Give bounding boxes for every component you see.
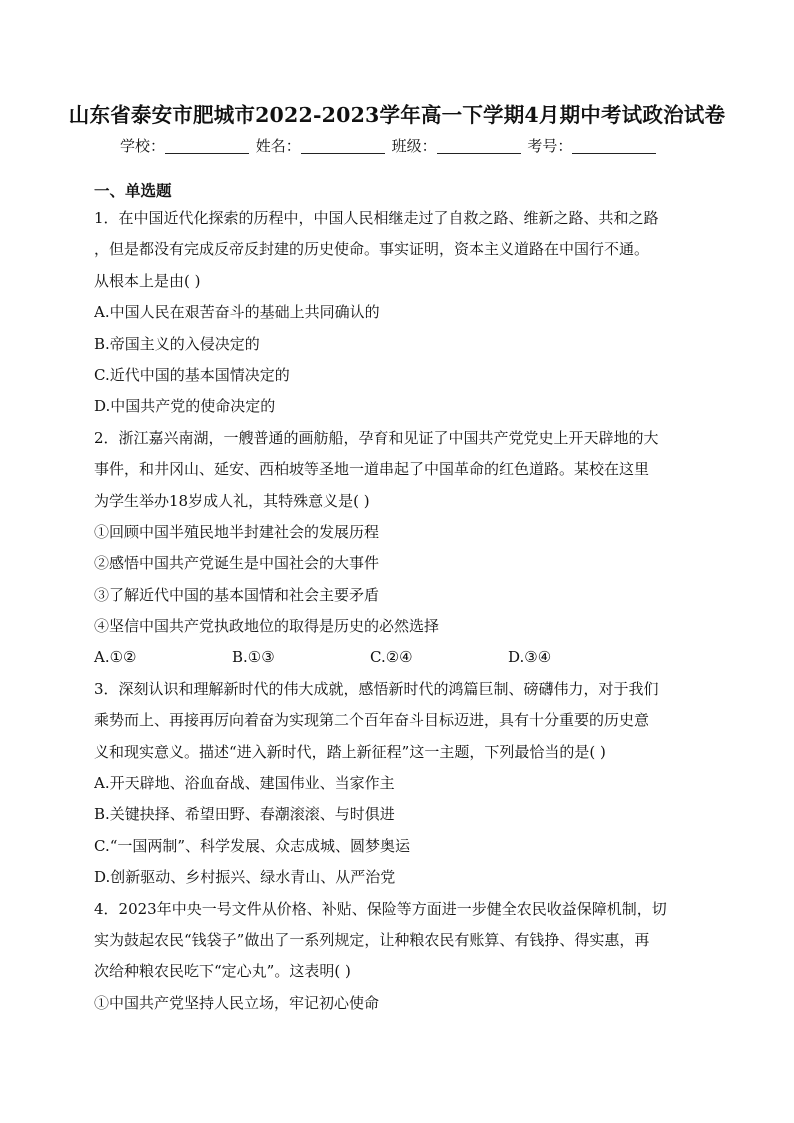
question-2-option-d: D.③④ [508, 648, 552, 667]
student-info-row [120, 135, 680, 157]
exam-number-blank[interactable] [572, 139, 656, 154]
question-2-options [94, 642, 706, 673]
question-2-statement-3: ③了解近代中国的基本国情和社会主要矛盾 [94, 585, 380, 604]
exam-number-label: 考号： [527, 137, 573, 155]
question-2-option-a: A.①② [94, 648, 137, 667]
question-2-line-1: 2．浙江嘉兴南湖，一艘普通的画舫船，孕育和见证了中国共产党党史上开天辟地的大 [94, 428, 659, 447]
question-2-statement-1: ①回顾中国半殖民地半封建社会的发展历程 [94, 522, 380, 541]
section-heading: 一、单选题 [94, 181, 172, 200]
class-blank[interactable] [437, 139, 521, 154]
name-label: 姓名： [255, 137, 301, 155]
question-1-line-2: ，但是都没有完成反帝反封建的历史使命。事实证明，资本主义道路在中国行不通。 [94, 240, 650, 259]
question-2-line-2: 事件，和井冈山、延安、西柏坡等圣地一道串起了中国革命的红色道路。某校在这里 [94, 460, 650, 479]
question-1-line-3: 从根本上是由( ) [94, 271, 201, 290]
question-2-statement-2: ②感悟中国共产党诞生是中国社会的大事件 [94, 554, 380, 573]
question-3-line-3: 义和现实意义。描述“进入新时代，踏上新征程”这一主题，下列最恰当的是( ) [94, 742, 606, 761]
question-3-option-c: C.“一国两制”、科学发展、众志成城、圆梦奥运 [94, 836, 411, 855]
question-1-option-b: B.帝国主义的入侵决定的 [94, 334, 260, 353]
question-4-line-1: 4．2023年中央一号文件从价格、补贴、保险等方面进一步健全农民收益保障机制，切 [94, 899, 667, 918]
question-4-line-2: 实为鼓起农民“钱袋子”做出了一系列规定，让种粮农民有账算、有钱挣、得实惠，再 [94, 930, 650, 949]
class-label: 班级： [391, 137, 437, 155]
question-3-option-a: A.开天辟地、浴血奋战、建国伟业、当家作主 [94, 774, 395, 793]
question-1-line-1: 1．在中国近代化探索的历程中，中国人民相继走过了自救之路、维新之路、共和之路 [94, 209, 659, 227]
question-2-option-b: B.①③ [232, 648, 275, 667]
question-2-statement-4: ④坚信中国共产党执政地位的取得是历史的必然选择 [94, 617, 440, 636]
school-label: 学校： [120, 137, 166, 155]
question-list [94, 203, 706, 1019]
school-blank[interactable] [165, 139, 249, 154]
question-2-option-c: C.②④ [370, 648, 413, 667]
question-4-statement-1: ①中国共产党坚持人民立场，牢记初心使命 [94, 993, 380, 1012]
question-1-option-c: C.近代中国的基本国情决定的 [94, 365, 290, 384]
question-1-option-a: A.中国人民在艰苦奋斗的基础上共同确认的 [94, 303, 380, 322]
name-blank[interactable] [301, 139, 385, 154]
question-3-option-d: D.创新驱动、乡村振兴、绿水青山、从严治党 [94, 868, 396, 887]
question-3-line-1: 3．深刻认识和理解新时代的伟大成就，感悟新时代的鸿篇巨制、磅礴伟力，对于我们 [94, 679, 659, 698]
question-1-option-d: D.中国共产党的使命决定的 [94, 397, 276, 416]
question-2-line-3: 为学生举办18岁成人礼，其特殊意义是( ) [94, 491, 370, 510]
question-3-option-b: B.关键抉择、希望田野、春潮滚滚、与时俱进 [94, 805, 395, 824]
question-3-line-2: 乘势而上、再接再厉向着奋为实现第二个百年奋斗目标迈进，具有十分重要的历史意 [94, 711, 650, 730]
exam-title: 山东省泰安市肥城市2022-2023学年高一下学期4月期中考试政治试卷 [68, 103, 726, 127]
question-4-line-3: 次给种粮农民吃下“定心丸”。这表明( ) [94, 962, 351, 981]
